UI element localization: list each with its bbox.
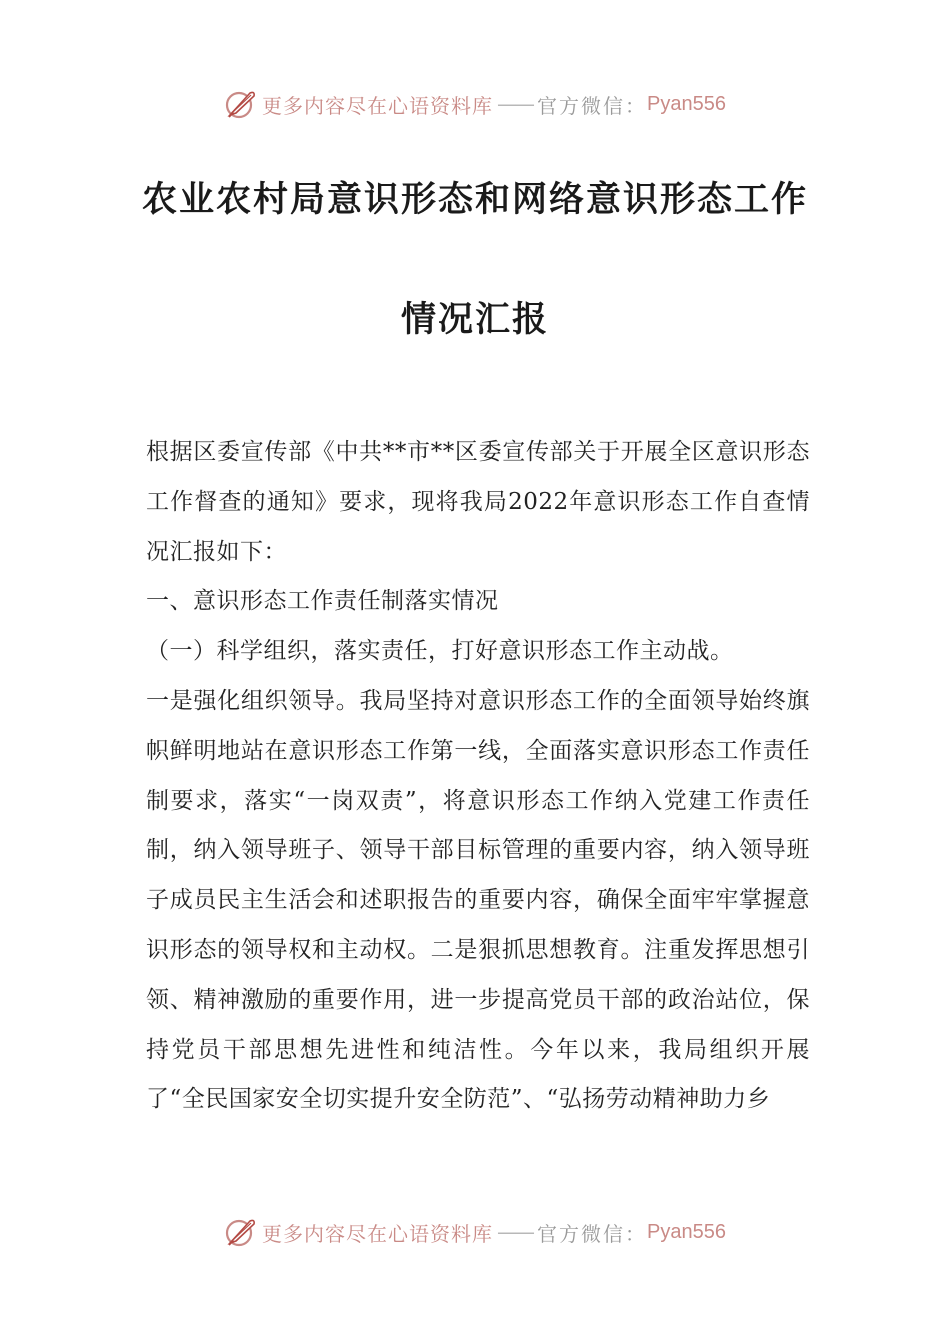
document-body <box>146 428 810 1125</box>
document-title-line-1: 农业农村局意识形态和网络意识形态工作 <box>141 179 808 220</box>
section-heading-1: 一、意识形态工作责任制落实情况 <box>146 588 499 615</box>
watermark-wechat-label: 官方微信： <box>537 1221 648 1246</box>
subsection-heading-1: （一）科学组织，落实责任，打好意识形态工作主动战。 <box>146 638 734 665</box>
document-title-line-2: 情况汇报 <box>400 299 549 340</box>
footer-watermark-banner <box>0 1212 950 1252</box>
intro-paragraph: 根据区委宣传部《中共**市**区委宣传部关于开展全区意识形态工作督查的通知》要求，现将我局2022年意识形态工作自查情况汇报如下： <box>146 439 810 565</box>
watermark-wechat-label: 官方微信： <box>537 93 648 118</box>
watermark-separator: —— <box>497 1220 534 1244</box>
watermark-slogan: 更多内容尽在心语资料库 <box>262 93 494 118</box>
watermark-separator: —— <box>497 92 534 116</box>
quill-pen-logo-icon <box>224 1215 258 1249</box>
watermark-wechat-id: Pyan556 <box>647 92 726 115</box>
watermark-slogan: 更多内容尽在心语资料库 <box>262 1221 494 1246</box>
body-paragraph: 一是强化组织领导。我局坚持对意识形态工作的全面领导始终旗帜鲜明地站在意识形态工作第一线，全面落实意识形态工作责任制要求，落实“一岗双责”，将意识形态工作纳入党建工作责任制，纳入领导班子、领导干部目标管理的重要内容，纳入领导班子成员民主生活会和述职报告的重要内容，确保全面牢牢掌握意识形态的领导权和主动权。二是狠抓思想教育。注重发挥思想引领、精神激励的重要作用，进一步提高党员干部的政治站位，保持党员干部思想先进性和纯洁性。今年以来，我局组织开展了“全民国家安全切实提升安全防范”、“弘扬劳动精神助力乡 <box>146 687 810 1113</box>
quill-pen-logo-icon <box>224 87 258 121</box>
header-watermark-banner <box>0 84 950 124</box>
watermark-wechat-id: Pyan556 <box>647 1220 726 1243</box>
